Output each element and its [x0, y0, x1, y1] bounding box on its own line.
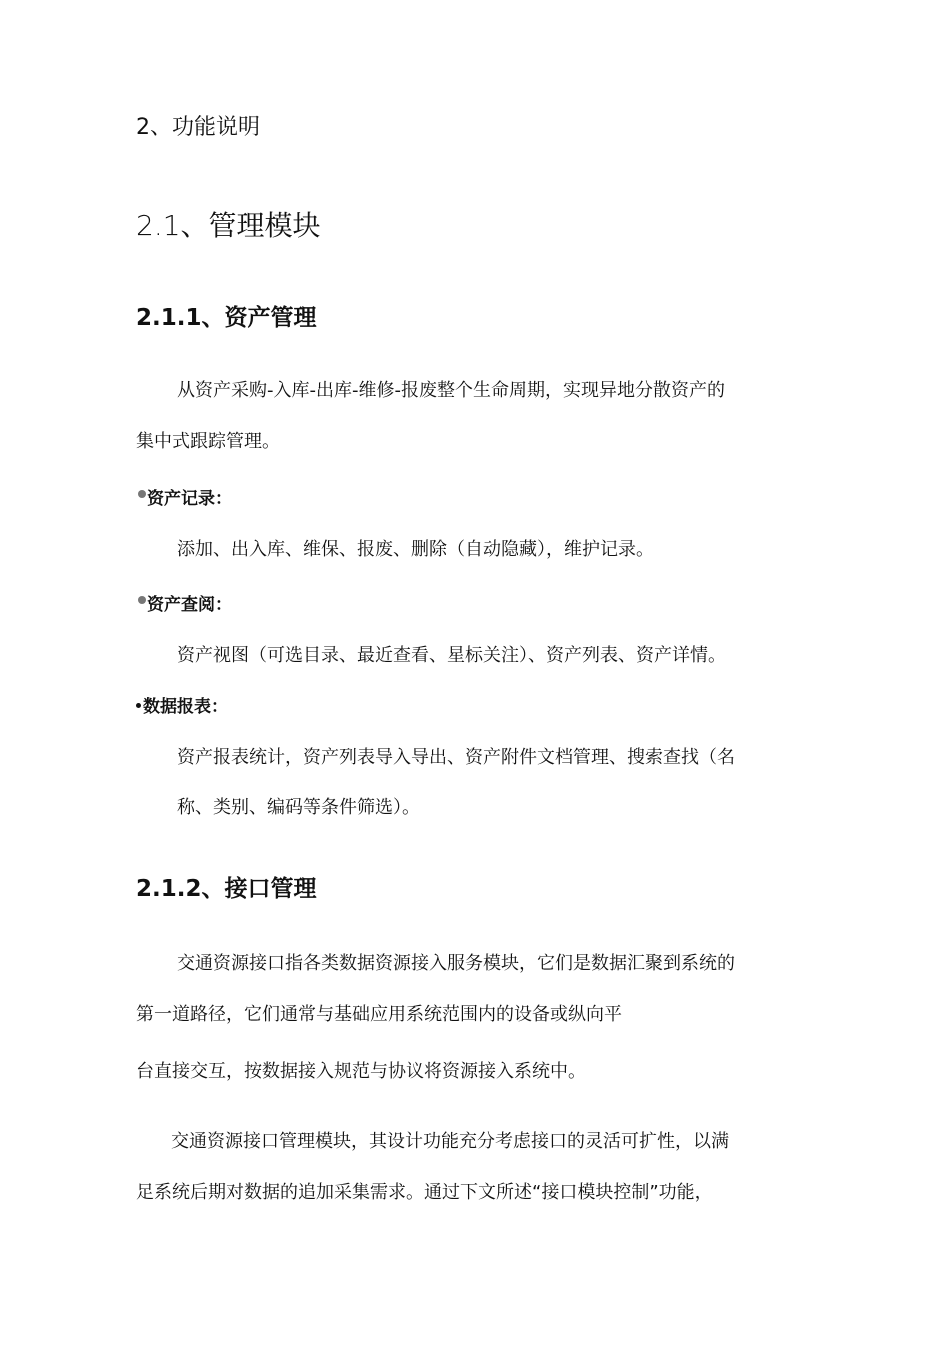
asset-intro-line-1: 从资产采购-入库-出库-维修-报废整个生命周期，实现异地分散资产的: [177, 380, 725, 401]
chapter-heading: 2、功能说明: [136, 115, 260, 140]
data-reports-line-2: 称、类别、编码等条件筛选）。: [177, 797, 420, 818]
data-reports-bullet: [136, 692, 228, 717]
interface-mgmt-heading: 2.1.2、接口管理: [136, 876, 317, 902]
asset-mgmt-heading: 2.1.1、资产管理: [136, 305, 317, 331]
interface-p1-line-1: 交通资源接口指各类数据资源接入服务模块，它们是数据汇聚到系统的: [177, 953, 735, 974]
asset-records-text: 添加、出入库、维保、报废、删除（自动隐藏），维护记录。: [177, 539, 654, 560]
asset-lookup-bullet: [138, 590, 232, 615]
data-reports-label: 数据报表：: [143, 697, 228, 717]
asset-records-label: 资产记录：: [147, 489, 232, 509]
interface-p2-line-2: 足系统后期对数据的追加采集需求。通过下文所述“接口模块控制”功能，: [136, 1182, 713, 1203]
data-reports-line-1: 资产报表统计，资产列表导入导出、资产附件文档管理、搜索查找（名: [177, 747, 735, 768]
bullet-dot-icon: [136, 703, 141, 708]
bullet-dot-icon: [138, 490, 146, 498]
interface-p2-line-1: 交通资源接口管理模块，其设计功能充分考虑接口的灵活可扩性，以满: [171, 1131, 729, 1152]
asset-lookup-text: 资产视图（可选目录、最近查看、星标关注）、资产列表、资产详情。: [177, 645, 726, 666]
interface-p1-line-3: 台直接交互，按数据接入规范与协议将资源接入系统中。: [136, 1061, 586, 1082]
bullet-dot-icon: [138, 596, 146, 604]
section-heading: 2.1、管理模块: [136, 209, 321, 242]
asset-lookup-label: 资产查阅：: [147, 595, 232, 615]
interface-p1-line-2: 第一道路径，它们通常与基础应用系统范围内的设备或纵向平: [136, 1004, 622, 1025]
asset-records-bullet: [138, 484, 232, 509]
asset-intro-line-2: 集中式跟踪管理。: [136, 431, 280, 452]
